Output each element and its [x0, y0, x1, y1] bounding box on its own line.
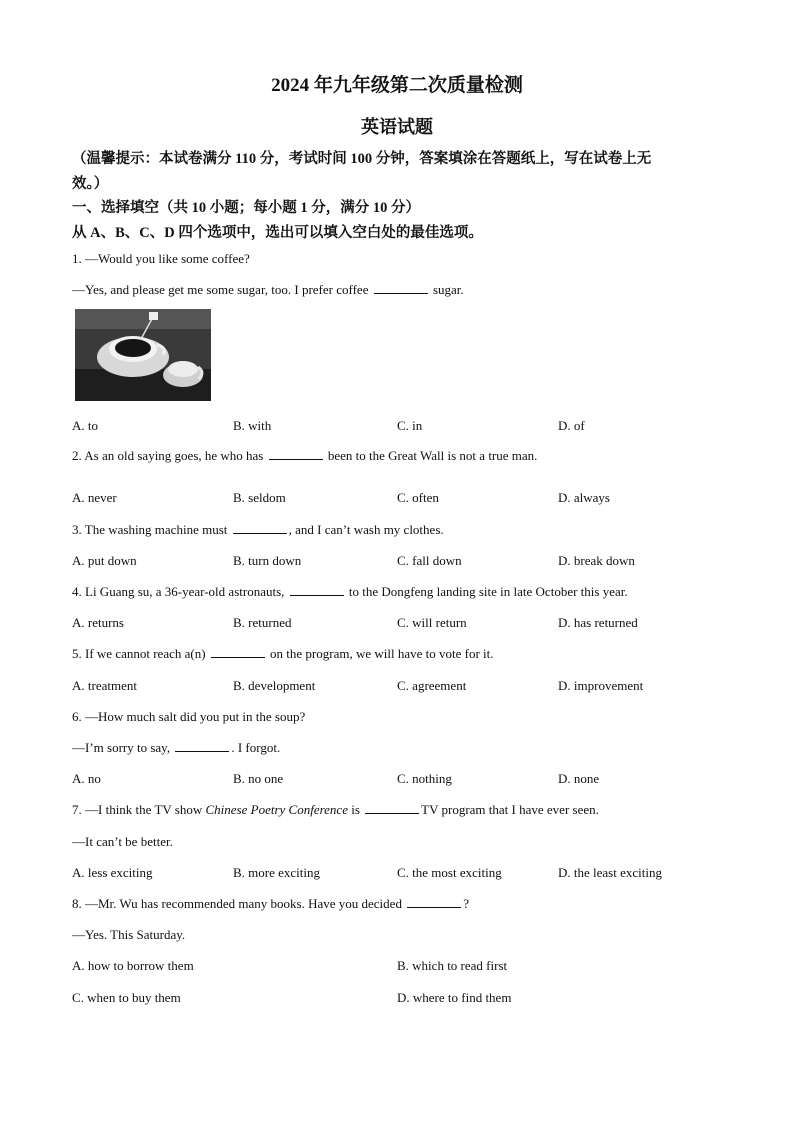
question-text: TV program that I have ever seen.	[421, 802, 599, 817]
option-a: A. less exciting	[72, 865, 153, 880]
question-text: 8. —Mr. Wu has recommended many books. Have you decided	[72, 896, 406, 911]
option-a: A. how to borrow them	[72, 958, 194, 973]
option-c: C. fall down	[397, 553, 462, 568]
answer-blank	[175, 740, 229, 752]
show-title: Chinese Poetry Conference	[205, 802, 348, 817]
question-text: to the Dongfeng landing site in late October this year.	[345, 584, 628, 599]
question-2-line-1	[72, 448, 537, 464]
exam-title: 2024 年九年级第二次质量检测	[271, 75, 523, 96]
option-a: A. never	[72, 490, 117, 505]
option-a: A. no	[72, 771, 101, 786]
question-6-line-1	[72, 709, 305, 725]
option-b: B. returned	[233, 615, 292, 630]
question-text: ?	[463, 896, 469, 911]
question-3-line-1	[72, 522, 444, 538]
option-b: B. with	[233, 418, 272, 433]
question-6-line-2	[72, 740, 280, 756]
question-text: on the program, we will have to vote for it.	[266, 646, 494, 661]
question-text: 7. —I think the TV show	[72, 802, 206, 817]
exam-subtitle: 英语试题	[361, 117, 433, 137]
question-text: 4. Li Guang su, a 36-year-old astronauts,	[72, 584, 288, 599]
option-a: A. treatment	[72, 678, 137, 693]
answer-blank	[374, 282, 428, 294]
question-7-line-1	[72, 802, 599, 818]
notice-line-1: （温馨提示：本试卷满分 110 分，考试时间 100 分钟，答案填涂在答题纸上，写在试卷上无	[72, 151, 652, 167]
option-a: A. put down	[72, 553, 137, 568]
option-d: D. where to find them	[397, 990, 512, 1005]
option-b: B. seldom	[233, 490, 286, 505]
option-d: D. break down	[558, 553, 635, 568]
question-4-line-1	[72, 584, 628, 600]
option-c: C. the most exciting	[397, 865, 502, 880]
question-text: —Yes, and please get me some sugar, too. I prefer coffee	[72, 282, 372, 297]
option-d: D. none	[558, 771, 600, 786]
question-text: 6. —How much salt did you put in the soup?	[72, 709, 306, 724]
section-instruction: 从 A、B、C、D 四个选项中，选出可以填入空白处的最佳选项。	[72, 225, 483, 241]
coffee-cup-icon	[75, 309, 211, 401]
option-a: A. to	[72, 418, 98, 433]
option-b: B. which to read first	[397, 958, 508, 973]
option-c: C. agreement	[397, 678, 467, 693]
option-d: D. has returned	[558, 615, 638, 630]
option-d: D. the least exciting	[558, 865, 662, 880]
option-d: D. of	[558, 418, 585, 433]
question-text: 2. As an old saying goes, he who has	[72, 448, 267, 463]
answer-blank	[211, 646, 265, 658]
question-text: —I’m sorry to say,	[72, 740, 174, 755]
section-heading: 一、选择填空（共 10 小题；每小题 1 分，满分 10 分）	[72, 200, 420, 216]
answer-blank	[290, 584, 344, 596]
question-7-line-2	[72, 834, 173, 850]
option-d: D. always	[558, 490, 610, 505]
option-b: B. development	[233, 678, 316, 693]
question-text: 3. The washing machine must	[72, 522, 231, 537]
coffee-cup-photo	[75, 309, 211, 401]
option-b: B. turn down	[233, 553, 302, 568]
question-text: —It can’t be better.	[72, 834, 173, 849]
option-c: C. in	[397, 418, 423, 433]
question-text: is	[347, 802, 364, 817]
option-b: B. more exciting	[233, 865, 321, 880]
question-text: sugar.	[429, 282, 464, 297]
question-text: . I forgot.	[231, 740, 281, 755]
option-a: A. returns	[72, 615, 124, 630]
answer-blank	[365, 802, 419, 814]
answer-blank	[269, 448, 323, 460]
question-text: been to the Great Wall is not a true man.	[324, 448, 538, 463]
question-text: , and I can’t wash my clothes.	[288, 522, 444, 537]
option-c: C. will return	[397, 615, 467, 630]
question-8-line-1	[72, 896, 469, 912]
question-1-line-1	[72, 251, 250, 267]
option-c: C. when to buy them	[72, 990, 181, 1005]
option-c: C. nothing	[397, 771, 452, 786]
question-text: 5. If we cannot reach a(n)	[72, 646, 209, 661]
question-1-line-2	[72, 282, 464, 298]
question-8-line-2	[72, 927, 185, 943]
answer-blank	[407, 896, 461, 908]
notice-line-2: 效。）	[72, 176, 109, 192]
option-d: D. improvement	[558, 678, 644, 693]
option-b: B. no one	[233, 771, 284, 786]
answer-blank	[233, 522, 287, 534]
option-c: C. often	[397, 490, 439, 505]
question-text: 1. —Would you like some coffee?	[72, 251, 250, 266]
question-5-line-1	[72, 646, 494, 662]
question-text: —Yes. This Saturday.	[72, 927, 186, 942]
